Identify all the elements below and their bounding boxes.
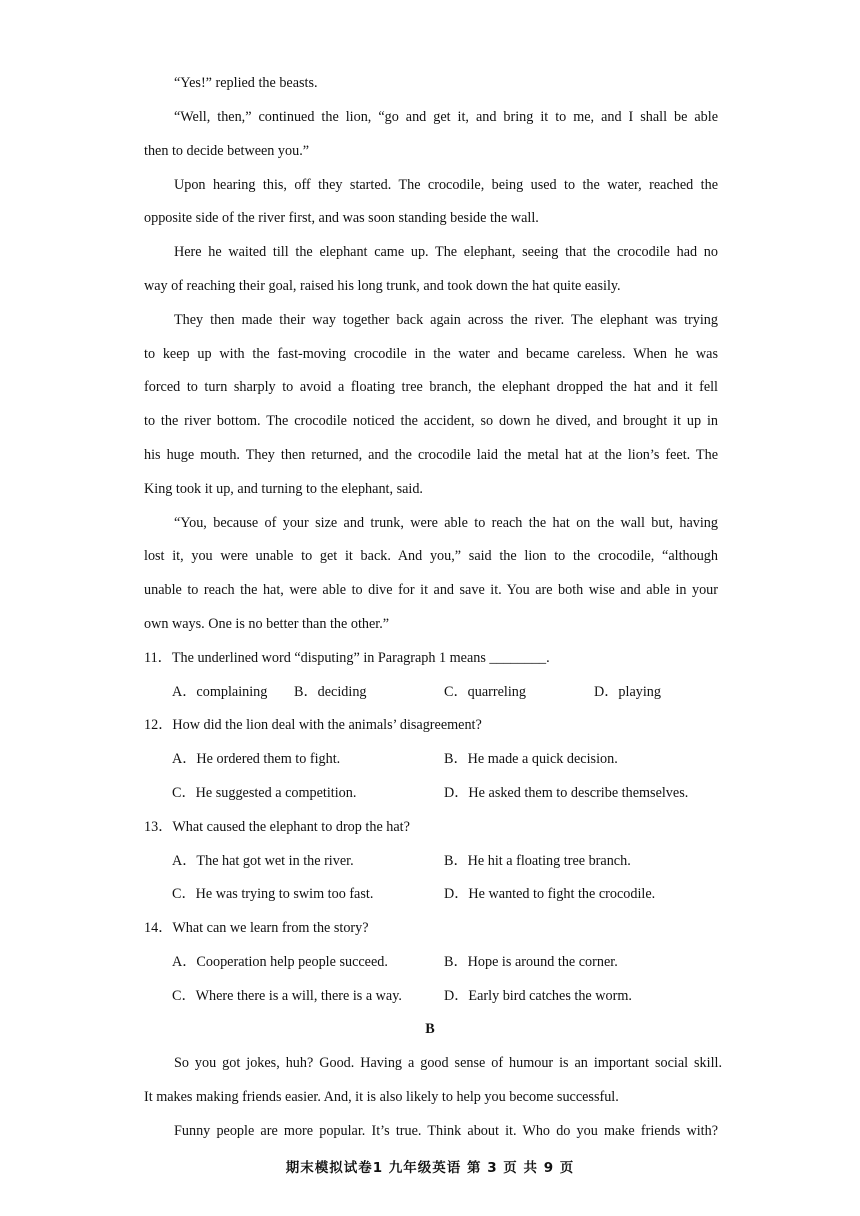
passage-line: way of reaching their goal, raised his long trunk, and took down the hat quite easily. <box>144 278 621 294</box>
passage-line: Here he waited till the elephant came up. The elephant, seeing that the crocodile had no <box>174 244 718 260</box>
passage-line: lost it, you were unable to get it back. And you,” said the lion to the crocodile, “although <box>144 548 718 564</box>
passage-line: to keep up with the fast-moving crocodile in the water and became careless. When he was <box>144 346 718 362</box>
passage-line: to the river bottom. The crocodile noticed the accident, so down he dived, and brought it up in <box>144 413 718 429</box>
option-c: C．Where there is a will, there is a way. <box>172 988 402 1004</box>
passage-line: King took it up, and turning to the elephant, said. <box>144 481 423 497</box>
passage-line: “Well, then,” continued the lion, “go and get it, and bring it to me, and I shall be able <box>174 109 718 125</box>
option-a: A．The hat got wet in the river. <box>172 853 354 869</box>
passage-line: Upon hearing this, off they started. The crocodile, being used to the water, reached the <box>174 177 718 193</box>
option-c: C．He was trying to swim too fast. <box>172 886 374 902</box>
passage-line: “You, because of your size and trunk, were able to reach the hat on the wall but, having <box>174 515 718 531</box>
option-c: C．quarreling <box>444 684 526 700</box>
passage-line: then to decide between you.” <box>144 143 310 159</box>
passage-line: his huge mouth. They then returned, and the crocodile laid the metal hat at the lion’s feet. The <box>144 447 718 463</box>
option-d: D．Early bird catches the worm. <box>444 988 632 1004</box>
passage-line: It makes making friends easier. And, it is also likely to help you become successful. <box>144 1089 619 1105</box>
option-d: D．He asked them to describe themselves. <box>444 785 689 801</box>
passage-line: opposite side of the river first, and was soon standing beside the wall. <box>144 210 539 226</box>
option-a: A．He ordered them to fight. <box>172 751 341 767</box>
option-b: B．He hit a floating tree branch. <box>444 853 631 869</box>
option-a: A．Cooperation help people succeed. <box>172 954 388 970</box>
passage-line: They then made their way together back again across the river. The elephant was trying <box>174 312 718 328</box>
question-stem: 11．The underlined word “disputing” in Paragraph 1 means ________. <box>144 650 550 666</box>
page-footer: 期末模拟试卷1 九年级英语 第 3 页 共 9 页 <box>285 1160 575 1176</box>
option-b: B．Hope is around the corner. <box>444 954 618 970</box>
passage-line: own ways. One is no better than the other.” <box>144 616 390 632</box>
passage-line: unable to reach the hat, were able to dive for it and save it. You are both wise and able in your <box>144 582 718 598</box>
option-d: D．He wanted to fight the crocodile. <box>444 886 656 902</box>
option-b: B．He made a quick decision. <box>444 751 618 767</box>
passage-line: forced to turn sharply to avoid a floating tree branch, the elephant dropped the hat and it fell <box>144 379 718 395</box>
option-b: B．deciding <box>294 684 367 700</box>
question-stem: 13．What caused the elephant to drop the hat? <box>144 819 410 835</box>
question-stem: 14．What can we learn from the story? <box>144 920 369 936</box>
section-heading: B <box>425 1021 435 1037</box>
question-stem: 12．How did the lion deal with the animals’ disagreement? <box>144 717 482 733</box>
passage-line: So you got jokes, huh? Good. Having a good sense of humour is an important social skill. <box>174 1055 722 1071</box>
option-c: C．He suggested a competition. <box>172 785 357 801</box>
option-a: A．complaining <box>172 684 268 700</box>
passage-line: Funny people are more popular. It’s true. Think about it. Who do you make friends with? <box>174 1123 718 1139</box>
option-d: D．playing <box>594 684 661 700</box>
passage-line: “Yes!” replied the beasts. <box>174 75 318 91</box>
